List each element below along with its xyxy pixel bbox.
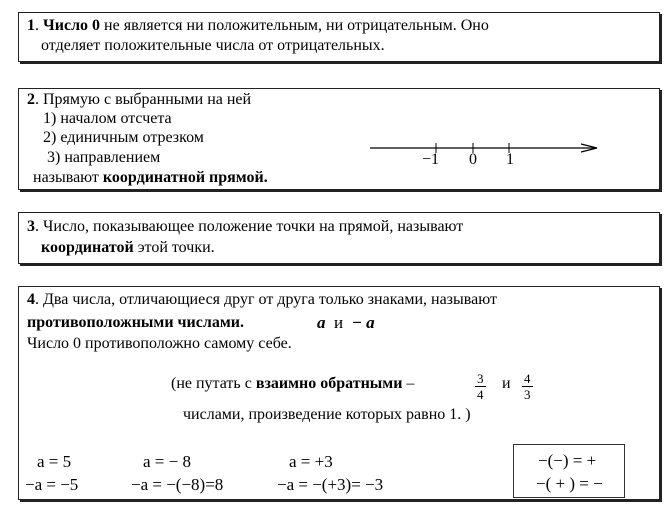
fact-4: 4. Два числа, отличающиеся друг от друга только знаками, называют противоположными числами. a и − a Число 0 противоположно самому себе. (не путать с взаимно обратными – $\frac{3}{4}$ и $\frac{4}{3}$ числами, произведение которых равно 1. ) a = 5 −a = −5 a = − 8 −a = −(−8)=8 a = +3 −a = −(+3)= −3 −(−) = + −( + ) = − [18,286,660,500]
tick-label: 1 [506,151,514,168]
fact-3: 3. Число, показывающее положение точки на прямой, называют координатой этой точки. [18,212,660,264]
fraction-4-3: $\frac{4}{3}$ [524,371,531,402]
sign-rules-box: −(−) = + −( + ) = − [513,444,625,498]
fraction-3-4: $\frac{3}{4}$ [477,371,484,402]
fact-2: 2. Прямую с выбранными на ней 1) началом отсчета 2) единичным отрезком 3) направлением называют координатной прямой. −1 0 1 [18,88,660,190]
coordinate-line [359,134,609,174]
tick-label: −1 [422,151,440,168]
fact-1: 1. Число 0 не является ни положительным, ни отрицательным. Оно отделяет положительные числа от отрицательных. [18,12,660,62]
tick-label: 0 [469,151,477,168]
